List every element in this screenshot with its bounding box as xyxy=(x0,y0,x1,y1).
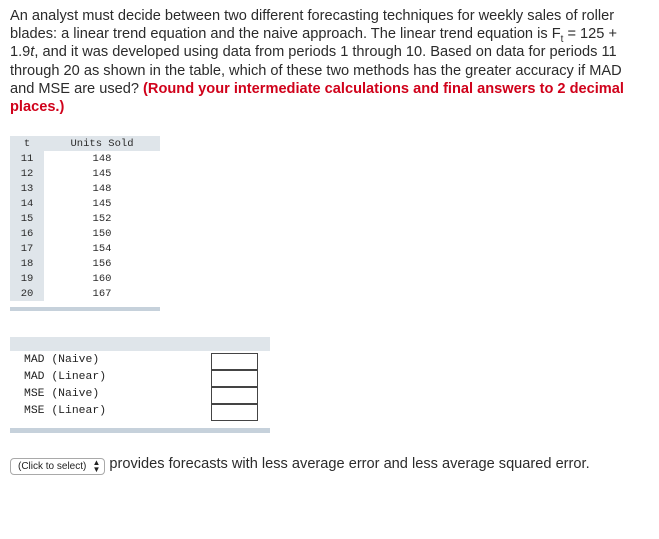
cell-t: 12 xyxy=(10,166,44,181)
table-row xyxy=(10,151,160,166)
cell-units: 154 xyxy=(44,241,160,256)
cell-units: 148 xyxy=(44,151,160,166)
table-row xyxy=(10,196,160,211)
question-part1: An analyst must decide between two different forecasting techniques for weekly sales of roller blades: a linear trend equation and the naive approach. The linear trend equation is xyxy=(10,8,615,43)
cell-units: 167 xyxy=(44,286,160,301)
cell-t: 17 xyxy=(10,241,44,256)
table-bottom-bar xyxy=(10,307,160,311)
mad-linear-label: MAD (Linear) xyxy=(24,371,107,383)
cell-t: 15 xyxy=(10,211,44,226)
table-row xyxy=(10,256,160,271)
cell-t: 13 xyxy=(10,181,44,196)
answer-table-bottom-bar xyxy=(10,428,270,433)
table-row xyxy=(10,226,160,241)
rounding-instruction: (Round your intermediate calculations and final answers to 2 decimal places.) xyxy=(10,80,624,116)
table-row xyxy=(10,166,160,181)
table-row xyxy=(10,271,160,286)
equation-part2: = 125 + 1.9 xyxy=(10,26,617,61)
cell-units: 145 xyxy=(44,166,160,181)
sales-data-table xyxy=(10,136,160,311)
cell-units: 156 xyxy=(44,256,160,271)
cell-units: 145 xyxy=(44,196,160,211)
method-select[interactable] xyxy=(10,458,105,475)
select-arrows-icon: ▲ ▼ xyxy=(92,458,101,474)
question-text xyxy=(10,7,642,116)
cell-t: 16 xyxy=(10,226,44,241)
header-units-sold: Units Sold xyxy=(44,136,160,151)
cell-t: 11 xyxy=(10,151,44,166)
table-row xyxy=(10,181,160,196)
cell-units: 148 xyxy=(44,181,160,196)
cell-t: 19 xyxy=(10,271,44,286)
cell-t: 14 xyxy=(10,196,44,211)
cell-t: 18 xyxy=(10,256,44,271)
answer-table xyxy=(10,337,270,433)
mad-linear-input[interactable] xyxy=(211,370,258,387)
cell-units: 150 xyxy=(44,226,160,241)
equation-F: F xyxy=(551,26,561,43)
conclusion-sentence xyxy=(10,455,640,474)
question-part3: , and it was developed using data from periods 1 through 10. Based on data for periods 11 through 20 as shown in the table, which of these two methods has the greater accuracy if MAD and MSE are used? xyxy=(10,44,622,97)
cell-units: 152 xyxy=(44,211,160,226)
mse-naive-label: MSE (Naive) xyxy=(24,388,100,400)
cell-units: 160 xyxy=(44,271,160,286)
cell-t: 20 xyxy=(10,286,44,301)
table-row xyxy=(10,241,160,256)
equation-t: t xyxy=(30,44,35,61)
table-row xyxy=(10,286,160,301)
mse-linear-label: MSE (Linear) xyxy=(24,405,107,417)
equation-subscript: t xyxy=(560,34,564,46)
header-t: t xyxy=(10,136,44,151)
mad-naive-label: MAD (Naive) xyxy=(24,354,100,366)
mad-naive-input[interactable] xyxy=(211,353,258,370)
conclusion-text: provides forecasts with less average error and less average squared error. xyxy=(105,456,590,472)
mse-naive-input[interactable] xyxy=(211,387,258,404)
mse-linear-input[interactable] xyxy=(211,404,258,421)
answer-table-top-bar xyxy=(10,337,270,351)
method-select-label: (Click to select) xyxy=(18,461,87,472)
table-row xyxy=(10,211,160,226)
